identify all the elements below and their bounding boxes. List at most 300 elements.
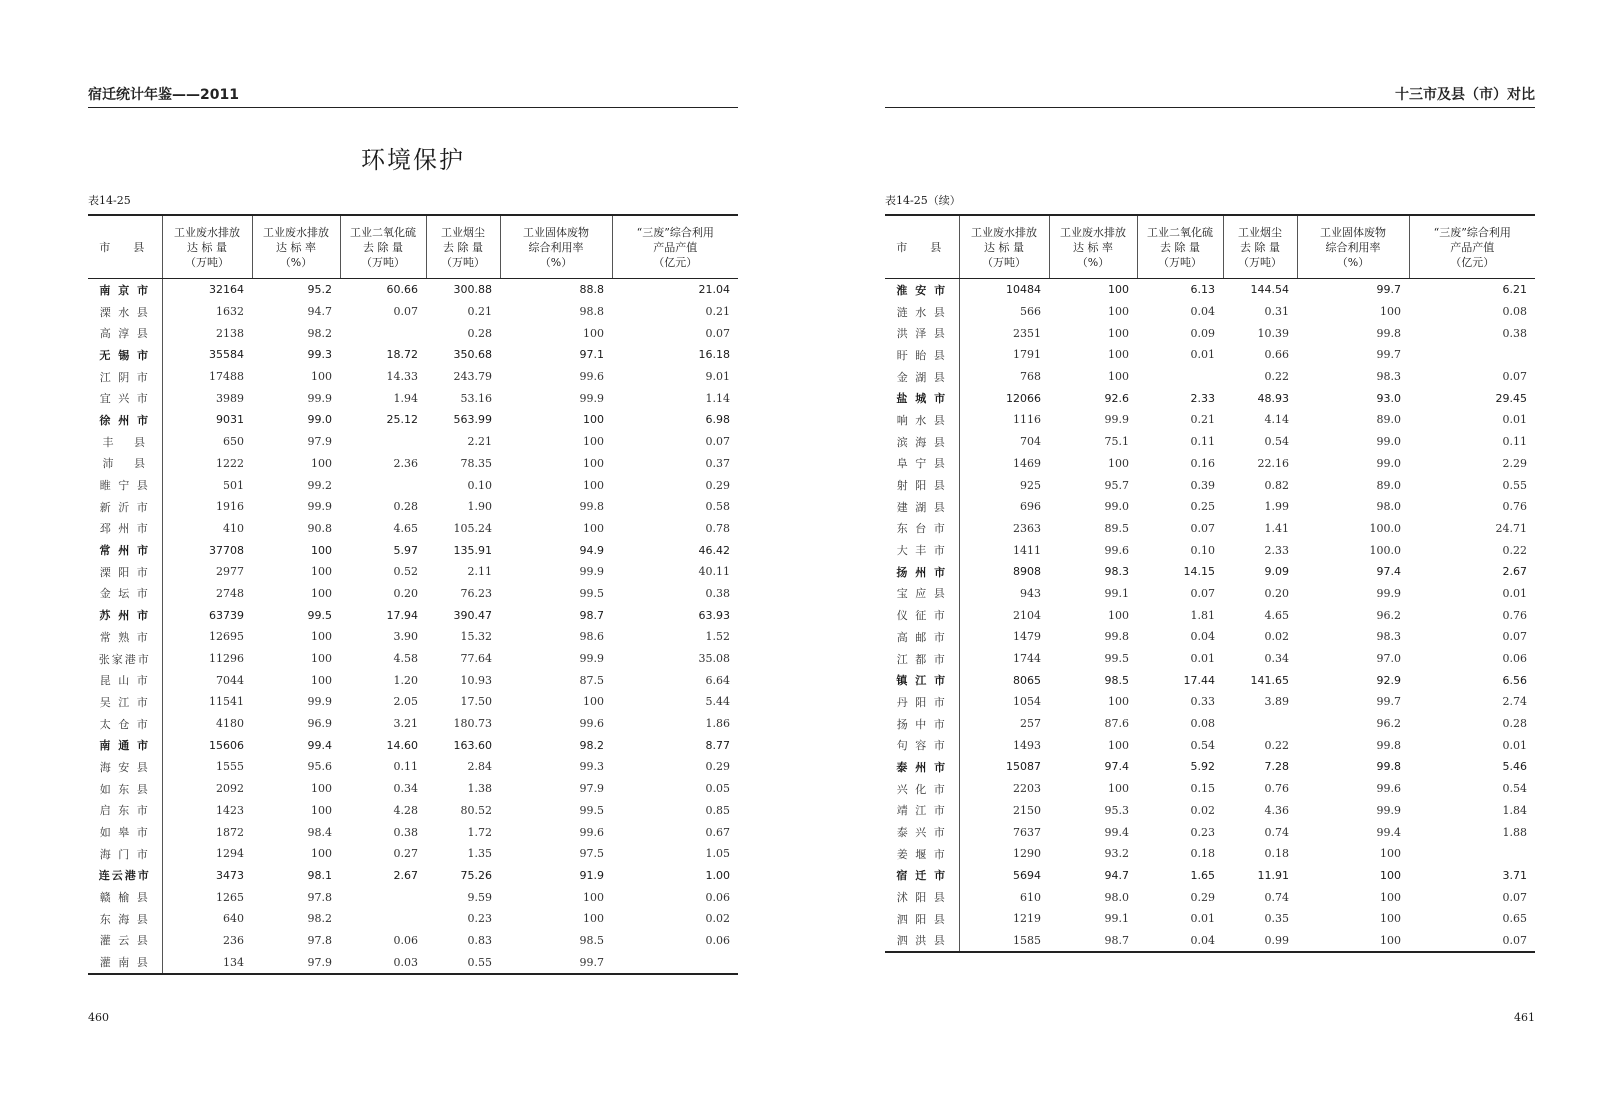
value-cell: 1290 — [1013, 847, 1041, 861]
value-cell: 0.07 — [1502, 370, 1527, 384]
value-cell: 0.11 — [1502, 435, 1527, 449]
value-cell: 0.37 — [705, 456, 730, 470]
value-cell: 0.11 — [393, 760, 418, 774]
value-cell: 0.18 — [1190, 847, 1215, 861]
value-cell: 99.8 — [1376, 738, 1401, 752]
column-header-line: （%） — [1076, 255, 1110, 269]
column-header-line: 去 除 量 — [363, 240, 403, 254]
value-cell: 98.2 — [579, 738, 604, 752]
value-cell: 99.6 — [579, 370, 604, 384]
value-cell: 40.11 — [698, 565, 730, 579]
value-cell: 0.04 — [1190, 630, 1215, 644]
region-name-cell: 丰 县 — [88, 431, 162, 453]
value-cell: 2.21 — [467, 435, 492, 449]
value-cell: 0.35 — [1264, 912, 1289, 926]
value-cell: 0.99 — [1264, 933, 1289, 947]
value-cell: 4.36 — [1264, 803, 1289, 817]
value-cell: 53.16 — [460, 391, 492, 405]
value-cell: 77.64 — [460, 652, 492, 666]
value-cell: 6.21 — [1502, 283, 1527, 297]
value-cell: 1632 — [216, 305, 244, 319]
value-cell: 943 — [1020, 586, 1041, 600]
column-header — [1049, 215, 1137, 279]
value-cell: 17.94 — [386, 608, 418, 622]
county-row — [88, 886, 738, 908]
value-cell: 0.04 — [1190, 933, 1215, 947]
value-cell: 92.6 — [1104, 391, 1129, 405]
value-cell: 97.9 — [307, 955, 332, 969]
value-cell: 99.5 — [307, 608, 332, 622]
value-cell: 0.29 — [705, 760, 730, 774]
value-cell: 566 — [1020, 305, 1041, 319]
value-cell: 563.99 — [453, 413, 492, 427]
column-header-line: （%） — [1336, 255, 1370, 269]
region-name-cell: 南 通 市 — [88, 734, 162, 756]
county-row — [88, 474, 738, 496]
value-cell: 1.05 — [705, 847, 730, 861]
value-cell: 98.2 — [307, 326, 332, 340]
value-cell: 97.8 — [307, 933, 332, 947]
county-row — [88, 713, 738, 735]
value-cell: 1791 — [1013, 348, 1041, 362]
value-cell: 2092 — [216, 782, 244, 796]
column-header-line: （%） — [539, 255, 573, 269]
column-header-line: （万吨） — [982, 255, 1026, 269]
value-cell: 1493 — [1013, 738, 1041, 752]
value-cell: 100 — [311, 803, 332, 817]
value-cell: 0.21 — [467, 305, 492, 319]
value-cell: 100 — [583, 521, 604, 535]
table-header-row — [885, 215, 1535, 279]
county-row — [885, 886, 1535, 908]
value-cell: 99.0 — [1376, 435, 1401, 449]
region-name-cell: 金 湖 县 — [885, 366, 959, 388]
value-cell — [340, 474, 426, 496]
county-row — [885, 453, 1535, 475]
column-header-line: 工业固体废物 — [1320, 225, 1386, 239]
region-name-cell: 扬 中 市 — [885, 713, 959, 735]
value-cell: 0.55 — [467, 955, 492, 969]
value-cell: 0.58 — [705, 500, 730, 514]
county-row — [88, 843, 738, 865]
city-row — [885, 561, 1535, 583]
value-cell: 0.33 — [1190, 695, 1215, 709]
value-cell: 0.76 — [1502, 500, 1527, 514]
value-cell: 0.15 — [1190, 782, 1215, 796]
region-name-cell: 沛 县 — [88, 453, 162, 475]
region-name-cell: 吴 江 市 — [88, 691, 162, 713]
county-row — [88, 778, 738, 800]
value-cell: 6.13 — [1190, 283, 1215, 297]
region-name-cell: 镇 江 市 — [885, 669, 959, 691]
value-cell: 99.2 — [307, 478, 332, 492]
region-name-cell: 沭 阳 县 — [885, 886, 959, 908]
column-header — [959, 215, 1049, 279]
value-cell: 1872 — [216, 825, 244, 839]
county-row — [885, 409, 1535, 431]
value-cell: 768 — [1020, 370, 1041, 384]
region-name-cell: 盐 城 市 — [885, 387, 959, 409]
running-head-right: 十三市及县（市）对比 — [885, 84, 1535, 108]
value-cell: 10.93 — [460, 673, 492, 687]
column-header-line: 工业废水排放 — [1060, 225, 1126, 239]
value-cell: 0.76 — [1502, 608, 1527, 622]
value-cell: 99.6 — [579, 717, 604, 731]
value-cell: 0.05 — [705, 782, 730, 796]
value-cell: 2.33 — [1264, 543, 1289, 557]
value-cell: 100 — [311, 456, 332, 470]
value-cell: 6.64 — [705, 673, 730, 687]
value-cell: 1.35 — [467, 847, 492, 861]
value-cell: 100 — [311, 673, 332, 687]
county-row — [88, 387, 738, 409]
value-cell: 32164 — [209, 283, 244, 297]
column-header-line: 工业废水排放 — [174, 225, 240, 239]
value-cell: 100 — [1108, 608, 1129, 622]
value-cell: 99.9 — [1104, 413, 1129, 427]
column-header-line: （亿元） — [653, 255, 698, 269]
value-cell: 94.7 — [307, 305, 332, 319]
value-cell: 98.6 — [579, 630, 604, 644]
value-cell: 2748 — [216, 586, 244, 600]
region-name-cell: 洪 泽 县 — [885, 322, 959, 344]
value-cell: 99.7 — [1376, 695, 1401, 709]
value-cell: 1.90 — [467, 500, 492, 514]
value-cell: 99.8 — [579, 500, 604, 514]
value-cell — [612, 951, 738, 974]
value-cell: 0.74 — [1264, 825, 1289, 839]
value-cell: 1054 — [1013, 695, 1041, 709]
value-cell: 0.28 — [393, 500, 418, 514]
value-cell: 0.07 — [705, 326, 730, 340]
value-cell — [340, 886, 426, 908]
region-name-cell: 响 水 县 — [885, 409, 959, 431]
value-cell: 1.41 — [1264, 521, 1289, 535]
county-row — [88, 756, 738, 778]
value-cell: 100 — [1380, 890, 1401, 904]
value-cell: 99.6 — [1376, 782, 1401, 796]
value-cell: 12066 — [1006, 391, 1041, 405]
value-cell: 14.15 — [1183, 565, 1215, 579]
region-name-cell: 阜 宁 县 — [885, 453, 959, 475]
value-cell: 0.06 — [705, 890, 730, 904]
region-name-cell: 赣 榆 县 — [88, 886, 162, 908]
county-row — [88, 322, 738, 344]
value-cell: 0.66 — [1264, 348, 1289, 362]
value-cell: 650 — [223, 435, 244, 449]
column-header-line: （万吨） — [1238, 255, 1282, 269]
region-name-cell: 大 丰 市 — [885, 539, 959, 561]
value-cell: 11.91 — [1257, 868, 1289, 882]
value-cell: 0.08 — [1190, 717, 1215, 731]
column-header — [1297, 215, 1409, 279]
page-number-left: 460 — [88, 1011, 109, 1024]
value-cell: 2.05 — [393, 695, 418, 709]
value-cell: 89.0 — [1376, 478, 1401, 492]
city-row — [88, 539, 738, 561]
value-cell: 99.5 — [579, 803, 604, 817]
value-cell: 98.7 — [1104, 933, 1129, 947]
value-cell: 350.68 — [453, 348, 492, 362]
value-cell: 0.20 — [393, 586, 418, 600]
value-cell: 9.59 — [467, 890, 492, 904]
value-cell: 0.16 — [1190, 456, 1215, 470]
value-cell: 1.88 — [1502, 825, 1527, 839]
value-cell: 100 — [1380, 305, 1401, 319]
value-cell: 100 — [1108, 348, 1129, 362]
value-cell: 2150 — [1013, 803, 1041, 817]
value-cell: 2.36 — [393, 456, 418, 470]
column-header-line: （万吨） — [441, 255, 485, 269]
value-cell: 0.07 — [1502, 630, 1527, 644]
county-row — [885, 322, 1535, 344]
value-cell: 99.7 — [1376, 348, 1401, 362]
value-cell: 1.81 — [1190, 608, 1215, 622]
value-cell: 0.20 — [1264, 586, 1289, 600]
region-name-cell: 靖 江 市 — [885, 800, 959, 822]
column-header-line: 达 标 量 — [984, 240, 1024, 254]
value-cell: 0.09 — [1190, 326, 1215, 340]
value-cell: 99.8 — [1376, 760, 1401, 774]
value-cell: 0.23 — [467, 912, 492, 926]
value-cell: 2.84 — [467, 760, 492, 774]
value-cell: 9.01 — [705, 370, 730, 384]
column-header-line: 去 除 量 — [1240, 240, 1280, 254]
value-cell: 98.3 — [1376, 630, 1401, 644]
value-cell: 0.22 — [1264, 738, 1289, 752]
region-name-cell: 东 台 市 — [885, 518, 959, 540]
value-cell: 99.3 — [307, 348, 332, 362]
value-cell: 6.98 — [705, 413, 730, 427]
value-cell: 0.07 — [705, 435, 730, 449]
value-cell: 8908 — [1013, 565, 1041, 579]
value-cell: 0.07 — [393, 305, 418, 319]
region-name-cell: 江 阴 市 — [88, 366, 162, 388]
county-row — [885, 908, 1535, 930]
value-cell: 4.58 — [393, 652, 418, 666]
value-cell: 75.26 — [460, 868, 492, 882]
county-row — [885, 539, 1535, 561]
column-header-line: “三废”综合利用 — [1433, 225, 1511, 239]
value-cell: 11541 — [209, 695, 244, 709]
city-row — [885, 669, 1535, 691]
value-cell: 11296 — [209, 652, 244, 666]
value-cell: 0.06 — [1502, 652, 1527, 666]
county-row — [885, 648, 1535, 670]
value-cell: 0.82 — [1264, 478, 1289, 492]
value-cell: 75.1 — [1104, 435, 1129, 449]
column-header-line: （万吨） — [361, 255, 405, 269]
value-cell: 92.9 — [1376, 673, 1401, 687]
value-cell: 0.38 — [705, 586, 730, 600]
value-cell: 0.34 — [393, 782, 418, 796]
county-row — [885, 301, 1535, 323]
value-cell: 2.33 — [1190, 391, 1215, 405]
chapter-title: 环境保护 — [361, 146, 465, 174]
region-name-cell: 扬 州 市 — [885, 561, 959, 583]
value-cell: 99.7 — [1376, 283, 1401, 297]
value-cell: 2104 — [1013, 608, 1041, 622]
region-name-cell: 睢 宁 县 — [88, 474, 162, 496]
value-cell: 0.02 — [705, 912, 730, 926]
column-header-line: 工业二氧化硫 — [350, 225, 416, 239]
region-name-cell: 姜 堰 市 — [885, 843, 959, 865]
region-name-cell: 金 坛 市 — [88, 583, 162, 605]
value-cell: 2977 — [216, 565, 244, 579]
region-name-cell: 无 锡 市 — [88, 344, 162, 366]
county-row — [885, 734, 1535, 756]
column-header — [1409, 215, 1535, 279]
value-cell: 0.02 — [1264, 630, 1289, 644]
column-header-line: 工业废水排放 — [971, 225, 1037, 239]
value-cell: 10484 — [1006, 283, 1041, 297]
value-cell: 0.39 — [1190, 478, 1215, 492]
value-cell: 63739 — [209, 608, 244, 622]
region-name-cell: 溧 水 县 — [88, 301, 162, 323]
value-cell: 98.5 — [579, 933, 604, 947]
value-cell: 243.79 — [453, 370, 492, 384]
value-cell: 99.3 — [579, 760, 604, 774]
region-name-cell: 如 皋 市 — [88, 821, 162, 843]
value-cell: 21.04 — [698, 283, 730, 297]
region-name-cell: 启 东 市 — [88, 800, 162, 822]
value-cell: 76.23 — [460, 586, 492, 600]
region-name-cell: 昆 山 市 — [88, 669, 162, 691]
value-cell: 0.06 — [705, 933, 730, 947]
value-cell: 0.29 — [1190, 890, 1215, 904]
column-header-line: 达 标 率 — [276, 240, 316, 254]
value-cell: 0.74 — [1264, 890, 1289, 904]
value-cell: 0.54 — [1264, 435, 1289, 449]
value-cell: 99.6 — [579, 825, 604, 839]
region-name-cell: 常 熟 市 — [88, 626, 162, 648]
value-cell: 2351 — [1013, 326, 1041, 340]
value-cell: 99.5 — [579, 586, 604, 600]
value-cell: 35584 — [209, 348, 244, 362]
region-name-cell: 宿 迁 市 — [885, 865, 959, 887]
value-cell: 0.54 — [1190, 738, 1215, 752]
value-cell: 100 — [311, 847, 332, 861]
value-cell: 46.42 — [698, 543, 730, 557]
value-cell: 98.7 — [579, 608, 604, 622]
value-cell: 97.5 — [579, 847, 604, 861]
value-cell: 14.60 — [386, 738, 418, 752]
city-row — [88, 279, 738, 301]
value-cell: 3.71 — [1502, 868, 1527, 882]
value-cell: 99.0 — [1376, 456, 1401, 470]
value-cell: 501 — [223, 478, 244, 492]
value-cell: 29.45 — [1495, 391, 1527, 405]
value-cell: 100 — [1380, 868, 1401, 882]
value-cell: 100 — [311, 782, 332, 796]
value-cell: 0.67 — [705, 825, 730, 839]
value-cell: 134 — [223, 955, 244, 969]
value-cell: 4.65 — [393, 521, 418, 535]
value-cell: 98.5 — [1104, 673, 1129, 687]
region-name-cell: 溧 阳 市 — [88, 561, 162, 583]
value-cell: 1219 — [1013, 912, 1041, 926]
value-cell: 99.0 — [1104, 500, 1129, 514]
value-cell: 99.4 — [1104, 825, 1129, 839]
value-cell: 0.28 — [1502, 717, 1527, 731]
region-name-cell: 邳 州 市 — [88, 518, 162, 540]
right-page — [885, 0, 1535, 1099]
column-header-line: （%） — [279, 255, 313, 269]
value-cell: 94.9 — [579, 543, 604, 557]
region-name-cell: 建 湖 县 — [885, 496, 959, 518]
value-cell: 17.50 — [460, 695, 492, 709]
value-cell: 0.07 — [1190, 521, 1215, 535]
value-cell: 7.28 — [1264, 760, 1289, 774]
region-name-cell: 东 海 县 — [88, 908, 162, 930]
region-name-cell: 仪 征 市 — [885, 604, 959, 626]
value-cell: 1469 — [1013, 456, 1041, 470]
county-row — [885, 474, 1535, 496]
value-cell: 144.54 — [1250, 283, 1289, 297]
county-row — [88, 800, 738, 822]
value-cell: 4.65 — [1264, 608, 1289, 622]
data-table-left — [88, 214, 738, 975]
value-cell: 97.8 — [307, 890, 332, 904]
value-cell: 25.12 — [386, 413, 418, 427]
value-cell: 1294 — [216, 847, 244, 861]
value-cell: 100 — [1380, 933, 1401, 947]
value-cell: 7637 — [1013, 825, 1041, 839]
value-cell: 1.84 — [1502, 803, 1527, 817]
value-cell: 90.8 — [307, 521, 332, 535]
value-cell: 0.18 — [1264, 847, 1289, 861]
value-cell: 0.06 — [393, 933, 418, 947]
value-cell: 0.65 — [1502, 912, 1527, 926]
value-cell: 100 — [1108, 370, 1129, 384]
value-cell: 2.11 — [467, 565, 492, 579]
value-cell: 100 — [1380, 912, 1401, 926]
value-cell: 5694 — [1013, 868, 1041, 882]
region-name-cell: 盱 眙 县 — [885, 344, 959, 366]
value-cell: 1.94 — [393, 391, 418, 405]
value-cell: 98.0 — [1376, 500, 1401, 514]
county-row — [885, 604, 1535, 626]
column-header-line: “三废”综合利用 — [636, 225, 714, 239]
value-cell: 0.21 — [705, 305, 730, 319]
value-cell: 1423 — [216, 803, 244, 817]
region-name-cell: 宜 兴 市 — [88, 387, 162, 409]
value-cell: 135.91 — [453, 543, 492, 557]
value-cell: 4.14 — [1264, 413, 1289, 427]
value-cell: 98.1 — [307, 868, 332, 882]
value-cell: 17488 — [209, 370, 244, 384]
region-name-cell: 南 京 市 — [88, 279, 162, 301]
value-cell: 6.56 — [1502, 673, 1527, 687]
county-row — [885, 496, 1535, 518]
value-cell: 0.08 — [1502, 305, 1527, 319]
value-cell — [340, 322, 426, 344]
city-row — [88, 865, 738, 887]
value-cell: 1555 — [216, 760, 244, 774]
county-row — [88, 583, 738, 605]
value-cell: 99.5 — [1104, 652, 1129, 666]
value-cell: 99.0 — [307, 413, 332, 427]
region-name-cell: 淮 安 市 — [885, 279, 959, 301]
value-cell: 0.10 — [467, 478, 492, 492]
value-cell: 0.01 — [1190, 652, 1215, 666]
county-row — [88, 518, 738, 540]
value-cell: 2.74 — [1502, 695, 1527, 709]
value-cell: 89.5 — [1104, 521, 1129, 535]
region-name-cell: 滨 海 县 — [885, 431, 959, 453]
value-cell: 100 — [311, 586, 332, 600]
value-cell: 9031 — [216, 413, 244, 427]
